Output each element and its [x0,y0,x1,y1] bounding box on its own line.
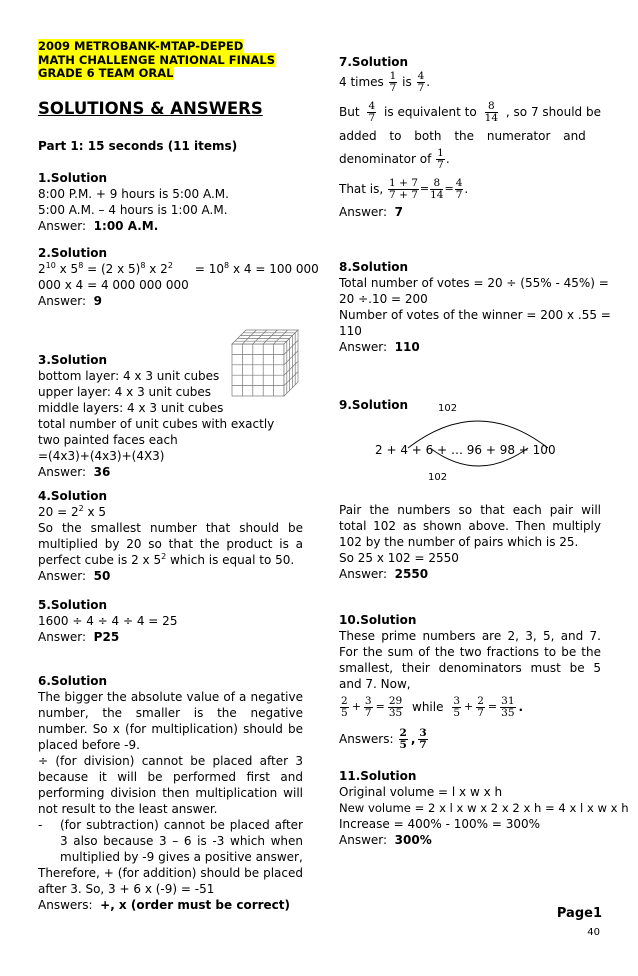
numerator: 1 + 7 [389,176,418,189]
text: , [410,732,416,746]
numerator: 1 [389,69,397,82]
numerator: 31 [501,694,515,707]
expr-part: x 2 [145,262,168,276]
solution-3-line-4: total number of unit cubes with exactly [38,417,275,431]
denominator: 35 [388,706,403,719]
expr-sup: 2 [161,552,167,561]
solution-6-heading: 6.Solution [38,674,108,688]
solution-9-paragraph: Pair the numbers so that each pair will total 102 as shown above. Then multiply 102 by the number of pairs which is 25. [339,503,601,549]
solution-3-line-3: middle layers: 4 x 3 unit cubes [38,401,224,415]
numerator: 1 [437,146,444,159]
expr-sup: 8 [78,261,84,270]
text: , so 7 should be [505,105,601,119]
expr-sup: 2 [78,504,84,513]
solution-11-line-1: Original volume = l x w x h [339,785,503,799]
solution-11-answer: 300% [394,833,432,847]
text: That is, [339,182,384,196]
solution-7-line-3: added to both the numerator and [339,129,586,143]
text: denominator of [339,152,432,166]
fraction [430,178,443,201]
text: . [518,700,524,714]
solution-8-answer-label: Answer: [339,340,388,354]
numerator: 4 [368,99,376,112]
fraction [500,696,515,719]
solution-8-heading: 8.Solution [339,260,409,274]
denominator: 7 [419,738,427,751]
expr-part: 20 = 2 [38,505,79,519]
solution-6-paragraph-1: The bigger the absolute value of a negative number, the smaller is the negative number. So x (for multiplication) should be placed before -9. [38,690,303,752]
fraction [418,728,427,751]
solution-11-line-3: Increase = 400% - 100% = 300% [339,817,541,831]
denominator: 7 [477,706,484,719]
expr-part: x 4 = 100 000 [229,262,319,276]
solution-9-answer: 2550 [394,567,429,581]
solution-2-line-2: 000 x 4 = 4 000 000 000 [38,278,189,292]
text: . [426,75,431,89]
solution-2-answer: 9 [93,294,103,308]
expr-part: which is equal to 50. [166,553,295,567]
text: . [445,152,450,166]
denominator: 7 [417,81,425,94]
solution-5-line-1: 1600 ÷ 4 ÷ 4 ÷ 4 = 25 [38,614,178,628]
solution-4 [38,488,303,584]
solution-7-answer: 7 [394,205,404,219]
solution-11-answer-label: Answer: [339,833,388,847]
denominator: 35 [501,706,515,719]
fraction [340,696,349,719]
numerator: 3 [364,694,372,707]
solution-6 [38,673,303,913]
solution-3-heading: 3.Solution [38,353,108,367]
fraction [476,696,485,719]
solution-1-line-2: 5:00 A.M. – 4 hours is 1:00 A.M. [38,203,228,217]
solution-8-line-4: 110 [339,324,362,338]
text: while [412,700,444,714]
denominator: 7 + 7 [389,188,418,201]
footer-page-label: Page1 [556,906,602,921]
expr-sup: 8 [224,261,230,270]
page-title: SOLUTIONS & ANSWERS [38,99,263,118]
solution-1-answer: 1:00 A.M. [93,219,159,233]
header-line-3: GRADE 6 TEAM ORAL [38,66,174,80]
denominator: 5 [453,706,461,719]
solution-7-answer-label: Answer: [339,205,388,219]
fraction [452,696,461,719]
fraction [367,101,376,124]
footer-page-number: 40 [587,927,600,938]
fraction [389,71,398,94]
solution-9 [339,502,601,582]
solution-9-line-2: So 25 x 102 = 2550 [339,551,459,565]
plus: + [351,700,361,713]
numerator: 4 [417,69,425,82]
solution-2-heading: 2.Solution [38,246,108,260]
solution-7-heading: 7.Solution [339,55,409,69]
solution-3-line-2: upper layer: 4 x 3 unit cubes [38,385,212,399]
fraction [388,178,419,201]
denominator: 7 [368,111,376,124]
solution-8-line-3: Number of votes of the winner = 200 x .55 = [339,308,611,322]
header-block [38,40,303,81]
solution-6-paragraph-4: Therefore, + (for addition) should be placed after 3. So, 3 + 6 x (-9) = -51 [38,866,303,896]
numerator: 2 [399,726,407,739]
solution-3-line-1: bottom layer: 4 x 3 unit cubes [38,369,220,383]
denominator: 7 [389,81,397,94]
solution-1-answer-label: Answer: [38,219,87,233]
expr-part: x 5 [83,505,107,519]
numerator: 2 [341,694,348,707]
solution-8 [339,259,611,355]
numerator: 8 [430,178,443,190]
solution-6-answer-label: Answers: [38,898,93,912]
fraction [455,178,464,201]
solution-1-heading: 1.Solution [38,171,108,185]
equals: = [487,700,498,713]
numerator: 8 [485,101,498,113]
text: But [339,105,360,119]
fraction [485,101,498,124]
header-line-2: MATH CHALLENGE NATIONAL FINALS [38,52,275,67]
denominator: 14 [484,111,499,124]
solution-10-paragraph: These prime numbers are 2, 3, 5, and 7. For the sum of the two fractions to be the smallest, their denominators must be 5 and 7. Now, [339,629,601,691]
solution-3-answer: 36 [93,465,111,479]
denominator: 5 [399,738,407,751]
solution-9-heading: 9.Solution [339,398,409,412]
solution-6-answer: +, x (order must be correct) [100,898,290,912]
solution-4-heading: 4.Solution [38,489,108,503]
expr-part: = 10 [194,262,225,276]
expr-part: 2 [38,262,46,276]
fraction [417,71,426,94]
solution-1 [38,170,303,234]
text: 4 times [339,75,384,89]
solution-3 [38,352,303,480]
solution-9-answer-label: Answer: [339,567,388,581]
solution-4-answer: 50 [93,569,111,583]
solution-3-line-6: =(4x3)+(4x3)+(4X3) [38,449,165,463]
denominator: 5 [341,706,348,719]
solution-5-answer-label: Answer: [38,630,87,644]
denominator: 7 [364,706,372,719]
denominator: 7 [437,158,444,171]
solution-11-heading: 11.Solution [339,769,417,783]
header-line-1: 2009 METROBANK-MTAP-DEPED [38,39,244,53]
text: is equivalent to [384,105,477,119]
solution-11-line-2: New volume = 2 x l x w x 2 x 2 x h = 4 x l x w x h [339,801,629,815]
solution-11 [339,768,629,848]
solution-2-answer-label: Answer: [38,294,87,308]
fraction [399,728,408,751]
solution-8-answer: 110 [394,340,420,354]
solution-5-heading: 5.Solution [38,598,108,612]
expr-sup: 10 [45,261,56,270]
solution-8-line-1: Total number of votes = 20 ÷ (55% - 45%) = [339,276,609,290]
solution-4-paragraph: So the smallest number that should be multiplied by 20 so that the product is a perfect cube is 2 x 5 [38,521,303,567]
pairing-series: 2 + 4 + 6 + … 96 + 98 + 100 [375,443,556,457]
solution-2 [38,245,319,309]
numerator: 3 [453,694,461,707]
solution-10-answer-label: Answers: [339,732,394,746]
numerator: 29 [388,694,403,707]
text: . [464,182,469,196]
solution-6-bullet [38,817,303,865]
solution-6-paragraph-3: (for subtraction) cannot be placed after 3 also because 3 – 6 is -3 which when multiplied by -9 gives a positive answer, [60,818,303,864]
denominator: 14 [430,188,444,201]
solution-5-answer: P25 [93,630,120,644]
equals: = [419,182,430,195]
pairing-top-label: 102 [438,403,458,414]
plus: + [464,700,474,713]
equals: = [375,700,385,713]
fraction [436,148,445,171]
expr-sup: 8 [140,261,146,270]
solution-10-heading: 10.Solution [339,613,417,627]
solution-6-paragraph-2: ÷ (for division) cannot be placed after 3 because it will be performed first and performing division then multiplication will not result to the least answer. [38,754,303,816]
text: is [402,75,412,89]
numerator: 2 [477,694,484,707]
solution-10 [339,612,601,756]
fraction [388,696,403,719]
expr-part: = (2 x 5) [83,262,141,276]
solution-5 [38,597,303,645]
solution-7 [339,54,601,220]
bullet-dash: - [38,818,43,832]
solution-3-line-5: two painted faces each [38,433,178,447]
solution-1-line-1: 8:00 P.M. + 9 hours is 5:00 A.M. [38,187,229,201]
solution-3-answer-label: Answer: [38,465,87,479]
solution-4-answer-label: Answer: [38,569,87,583]
solution-8-line-2: 20 ÷.10 = 200 [339,292,428,306]
numerator: 4 [455,176,463,189]
expr-part: x 5 [55,262,79,276]
part-heading: Part 1: 15 seconds (11 items) [38,139,238,153]
denominator: 7 [455,188,463,201]
expr-sup: 2 [167,261,173,270]
equals: = [444,182,454,195]
fraction [364,696,373,719]
pairing-bottom-label: 102 [428,472,448,483]
numerator: 3 [419,726,427,739]
